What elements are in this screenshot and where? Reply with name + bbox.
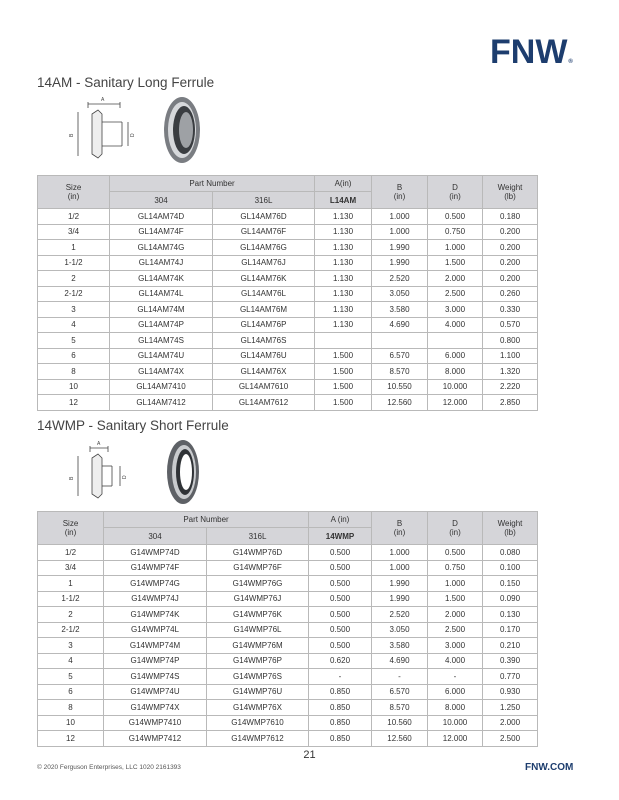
header-a: A(in) (315, 176, 372, 192)
header-weight: Weight (lb) (483, 512, 538, 545)
cell-a: 1.130 (315, 255, 372, 271)
cell-a: 1.130 (315, 224, 372, 240)
cell-part-316l: G14WMP76D (207, 545, 309, 561)
cell-weight: 1.320 (483, 364, 538, 380)
cell-size: 3 (38, 302, 110, 318)
table-body-14wmp (38, 545, 538, 747)
cell-weight: 2.220 (483, 379, 538, 395)
cell-part-304: G14WMP74D (104, 545, 207, 561)
cell-b: 1.990 (372, 240, 428, 256)
cell-b: 3.580 (372, 638, 428, 654)
cell-part-304: G14WMP74M (104, 638, 207, 654)
cell-d: 0.750 (428, 224, 483, 240)
cell-part-304: G14WMP74U (104, 684, 207, 700)
cell-size: 12 (38, 731, 104, 747)
table-row (38, 669, 538, 685)
cell-part-304: GL14AM74F (110, 224, 213, 240)
cell-part-316l: GL14AM76L (213, 286, 315, 302)
cell-d: 8.000 (428, 364, 483, 380)
cell-b: 12.560 (372, 731, 428, 747)
cell-weight: 0.180 (483, 209, 538, 225)
header-a-sub: 14WMP (309, 528, 372, 545)
cell-part-304: G14WMP74S (104, 669, 207, 685)
cell-weight: 1.250 (483, 700, 538, 716)
cell-part-304: GL14AM74S (110, 333, 213, 349)
cell-d: 0.500 (428, 209, 483, 225)
cell-a: 0.500 (309, 607, 372, 623)
cell-a: 0.850 (309, 731, 372, 747)
dim-d-label: D (130, 133, 136, 137)
cell-part-316l: GL14AM76G (213, 240, 315, 256)
cell-part-304: G14WMP74K (104, 607, 207, 623)
cell-size: 4 (38, 653, 104, 669)
cell-b: 1.990 (372, 591, 428, 607)
header-a: A (in) (309, 512, 372, 528)
cell-size: 12 (38, 395, 110, 411)
cell-part-316l: G14WMP76J (207, 591, 309, 607)
header-b: B (in) (372, 512, 428, 545)
cell-a: 0.500 (309, 591, 372, 607)
table-row (38, 379, 538, 395)
cell-part-316l: G14WMP7612 (207, 731, 309, 747)
cell-b: 1.990 (372, 255, 428, 271)
cell-part-316l: GL14AM7612 (213, 395, 315, 411)
fnw-logo: FNW® (490, 33, 573, 71)
cell-part-316l: G14WMP7610 (207, 715, 309, 731)
cell-size: 1 (38, 576, 104, 592)
cell-b: 10.550 (372, 379, 428, 395)
cell-d: 2.000 (428, 607, 483, 623)
table-row (38, 224, 538, 240)
long-ferrule-photo (152, 92, 212, 168)
cell-d: 12.000 (428, 395, 483, 411)
table-row (38, 209, 538, 225)
cell-d: 2.500 (428, 622, 483, 638)
cell-size: 8 (38, 700, 104, 716)
cell-part-304: GL14AM74D (110, 209, 213, 225)
cell-weight: 2.500 (483, 731, 538, 747)
cell-d: 2.500 (428, 286, 483, 302)
cell-size: 2 (38, 607, 104, 623)
cell-part-304: G14WMP74F (104, 560, 207, 576)
cell-a: 1.500 (315, 348, 372, 364)
header-size: Size (in) (38, 176, 110, 209)
page-number: 21 (303, 749, 316, 761)
cell-b: 6.570 (372, 348, 428, 364)
cell-weight: 0.200 (483, 224, 538, 240)
cell-part-316l: GL14AM76S (213, 333, 315, 349)
cell-b: 3.580 (372, 302, 428, 318)
cell-weight: 0.170 (483, 622, 538, 638)
cell-size: 3/4 (38, 560, 104, 576)
cell-part-316l: G14WMP76U (207, 684, 309, 700)
cell-weight: 0.390 (483, 653, 538, 669)
cell-size: 3 (38, 638, 104, 654)
cell-weight: 0.260 (483, 286, 538, 302)
cell-d: 3.000 (428, 638, 483, 654)
cell-part-304: G14WMP7410 (104, 715, 207, 731)
cell-size: 5 (38, 333, 110, 349)
table-row (38, 715, 538, 731)
cell-size: 6 (38, 684, 104, 700)
cell-d: 1.000 (428, 240, 483, 256)
cell-part-316l: GL14AM76D (213, 209, 315, 225)
cell-part-304: GL14AM7412 (110, 395, 213, 411)
cell-d: 0.500 (428, 545, 483, 561)
cell-weight: 0.080 (483, 545, 538, 561)
cell-part-304: G14WMP7412 (104, 731, 207, 747)
cell-weight: 0.150 (483, 576, 538, 592)
cell-b: 6.570 (372, 684, 428, 700)
cell-weight: 0.930 (483, 684, 538, 700)
cell-size: 8 (38, 364, 110, 380)
cell-weight: 0.210 (483, 638, 538, 654)
table-row (38, 333, 538, 349)
cell-weight: 2.000 (483, 715, 538, 731)
short-ferrule-photo (155, 436, 211, 508)
header-part-number: Part Number (104, 512, 309, 528)
cell-part-304: GL14AM74P (110, 317, 213, 333)
short-ferrule-drawing (68, 438, 140, 502)
cell-b: 1.000 (372, 224, 428, 240)
cell-a: 1.130 (315, 317, 372, 333)
table-row (38, 700, 538, 716)
cell-part-316l: G14WMP76X (207, 700, 309, 716)
cell-size: 1 (38, 240, 110, 256)
header-b: B (in) (372, 176, 428, 209)
cell-part-316l: GL14AM76M (213, 302, 315, 318)
table-row (38, 638, 538, 654)
cell-a: 0.500 (309, 638, 372, 654)
table-row (38, 731, 538, 747)
table-row (38, 591, 538, 607)
cell-part-316l: GL14AM76F (213, 224, 315, 240)
cell-size: 1-1/2 (38, 591, 104, 607)
header-size: Size (in) (38, 512, 104, 545)
cell-weight: 0.130 (483, 607, 538, 623)
table-row (38, 607, 538, 623)
cell-d: - (428, 669, 483, 685)
cell-weight: 0.770 (483, 669, 538, 685)
cell-a: 0.500 (309, 576, 372, 592)
cell-b: 10.560 (372, 715, 428, 731)
cell-part-316l: GL14AM76K (213, 271, 315, 287)
header-316l: 316L (213, 192, 315, 209)
header-d: D (in) (428, 512, 483, 545)
cell-weight: 0.200 (483, 240, 538, 256)
cell-d: 8.000 (428, 700, 483, 716)
cell-part-316l: GL14AM76U (213, 348, 315, 364)
cell-a: 0.620 (309, 653, 372, 669)
cell-d: 2.000 (428, 271, 483, 287)
cell-a: 1.130 (315, 271, 372, 287)
table-row (38, 653, 538, 669)
header-316l: 316L (207, 528, 309, 545)
cell-weight: 0.200 (483, 255, 538, 271)
cell-d: 12.000 (428, 731, 483, 747)
cell-a: 0.500 (309, 560, 372, 576)
cell-weight: 0.090 (483, 591, 538, 607)
cell-a: 1.130 (315, 302, 372, 318)
cell-a: 1.500 (315, 379, 372, 395)
dim-b-label: B (69, 476, 75, 480)
cell-b: 12.560 (372, 395, 428, 411)
cell-b: 4.690 (372, 317, 428, 333)
header-part-number: Part Number (110, 176, 315, 192)
cell-b (372, 333, 428, 349)
dim-d-label: D (122, 475, 128, 479)
cell-part-316l: G14WMP76K (207, 607, 309, 623)
cell-size: 5 (38, 669, 104, 685)
cell-part-316l: G14WMP76G (207, 576, 309, 592)
cell-b: 2.520 (372, 271, 428, 287)
cell-d: 6.000 (428, 684, 483, 700)
table-row (38, 286, 538, 302)
table-row (38, 364, 538, 380)
dim-a-label: A (101, 97, 105, 103)
cell-d: 10.000 (428, 715, 483, 731)
cell-part-304: GL14AM74J (110, 255, 213, 271)
cell-part-316l: G14WMP76M (207, 638, 309, 654)
cell-d: 3.000 (428, 302, 483, 318)
table-row (38, 622, 538, 638)
cell-b: 1.000 (372, 545, 428, 561)
long-ferrule-drawing (68, 92, 140, 164)
cell-size: 10 (38, 715, 104, 731)
cell-a: 0.500 (309, 545, 372, 561)
cell-part-304: G14WMP74G (104, 576, 207, 592)
cell-size: 4 (38, 317, 110, 333)
cell-part-304: GL14AM7410 (110, 379, 213, 395)
footer-url: FNW.COM (525, 762, 574, 773)
cell-size: 2-1/2 (38, 622, 104, 638)
cell-weight: 0.200 (483, 271, 538, 287)
cell-d: 1.500 (428, 591, 483, 607)
table-row (38, 317, 538, 333)
cell-a: 1.130 (315, 286, 372, 302)
cell-d: 6.000 (428, 348, 483, 364)
header-weight: Weight (lb) (483, 176, 538, 209)
table-row (38, 395, 538, 411)
table-row (38, 302, 538, 318)
dim-a-label: A (97, 441, 101, 447)
cell-weight: 2.850 (483, 395, 538, 411)
cell-part-316l: GL14AM76X (213, 364, 315, 380)
cell-b: 8.570 (372, 700, 428, 716)
cell-weight: 1.100 (483, 348, 538, 364)
dim-b-label: B (69, 133, 75, 137)
table-body-14am (38, 209, 538, 411)
cell-weight: 0.800 (483, 333, 538, 349)
cell-a (315, 333, 372, 349)
cell-a: - (309, 669, 372, 685)
cell-part-304: GL14AM74G (110, 240, 213, 256)
cell-part-304: GL14AM74M (110, 302, 213, 318)
cell-part-316l: G14WMP76L (207, 622, 309, 638)
cell-b: 1.000 (372, 209, 428, 225)
cell-part-316l: GL14AM7610 (213, 379, 315, 395)
copyright-text: © 2020 Ferguson Enterprises, LLC 1020 2161393 (37, 764, 181, 771)
header-a-sub: L14AM (315, 192, 372, 209)
cell-part-304: GL14AM74L (110, 286, 213, 302)
header-d: D (in) (428, 176, 483, 209)
cell-d: 4.000 (428, 317, 483, 333)
cell-a: 1.130 (315, 240, 372, 256)
cell-b: 4.690 (372, 653, 428, 669)
cell-part-304: GL14AM74K (110, 271, 213, 287)
cell-b: - (372, 669, 428, 685)
cell-d: 0.750 (428, 560, 483, 576)
table-row (38, 684, 538, 700)
cell-d: 1.000 (428, 576, 483, 592)
table-row (38, 348, 538, 364)
cell-size: 2-1/2 (38, 286, 110, 302)
cell-weight: 0.330 (483, 302, 538, 318)
header-304: 304 (104, 528, 207, 545)
cell-part-304: GL14AM74X (110, 364, 213, 380)
cell-part-304: G14WMP74J (104, 591, 207, 607)
cell-size: 1/2 (38, 545, 104, 561)
spec-table-14wmp (37, 511, 538, 747)
cell-a: 0.850 (309, 700, 372, 716)
cell-b: 3.050 (372, 622, 428, 638)
cell-a: 0.850 (309, 684, 372, 700)
header-304: 304 (110, 192, 213, 209)
cell-a: 0.500 (309, 622, 372, 638)
cell-b: 1.000 (372, 560, 428, 576)
table-row (38, 255, 538, 271)
cell-size: 6 (38, 348, 110, 364)
table-row (38, 240, 538, 256)
cell-a: 1.130 (315, 209, 372, 225)
cell-size: 2 (38, 271, 110, 287)
cell-size: 1/2 (38, 209, 110, 225)
cell-part-316l: GL14AM76J (213, 255, 315, 271)
cell-a: 1.500 (315, 395, 372, 411)
cell-a: 1.500 (315, 364, 372, 380)
cell-part-316l: G14WMP76F (207, 560, 309, 576)
table-row (38, 545, 538, 561)
cell-part-304: G14WMP74P (104, 653, 207, 669)
cell-part-316l: G14WMP76S (207, 669, 309, 685)
cell-b: 8.570 (372, 364, 428, 380)
cell-part-304: G14WMP74L (104, 622, 207, 638)
spec-table-14am (37, 175, 538, 411)
cell-part-304: GL14AM74U (110, 348, 213, 364)
cell-a: 0.850 (309, 715, 372, 731)
cell-part-316l: G14WMP76P (207, 653, 309, 669)
table-row (38, 560, 538, 576)
table-row (38, 576, 538, 592)
cell-size: 3/4 (38, 224, 110, 240)
cell-b: 3.050 (372, 286, 428, 302)
cell-d: 1.500 (428, 255, 483, 271)
cell-b: 1.990 (372, 576, 428, 592)
cell-part-304: G14WMP74X (104, 700, 207, 716)
cell-d (428, 333, 483, 349)
cell-weight: 0.100 (483, 560, 538, 576)
table-row (38, 271, 538, 287)
cell-d: 4.000 (428, 653, 483, 669)
cell-b: 2.520 (372, 607, 428, 623)
cell-d: 10.000 (428, 379, 483, 395)
section-title-14wmp: 14WMP - Sanitary Short Ferrule (37, 418, 229, 433)
cell-size: 1-1/2 (38, 255, 110, 271)
section-title-14am: 14AM - Sanitary Long Ferrule (37, 75, 215, 90)
cell-weight: 0.570 (483, 317, 538, 333)
cell-size: 10 (38, 379, 110, 395)
cell-part-316l: GL14AM76P (213, 317, 315, 333)
